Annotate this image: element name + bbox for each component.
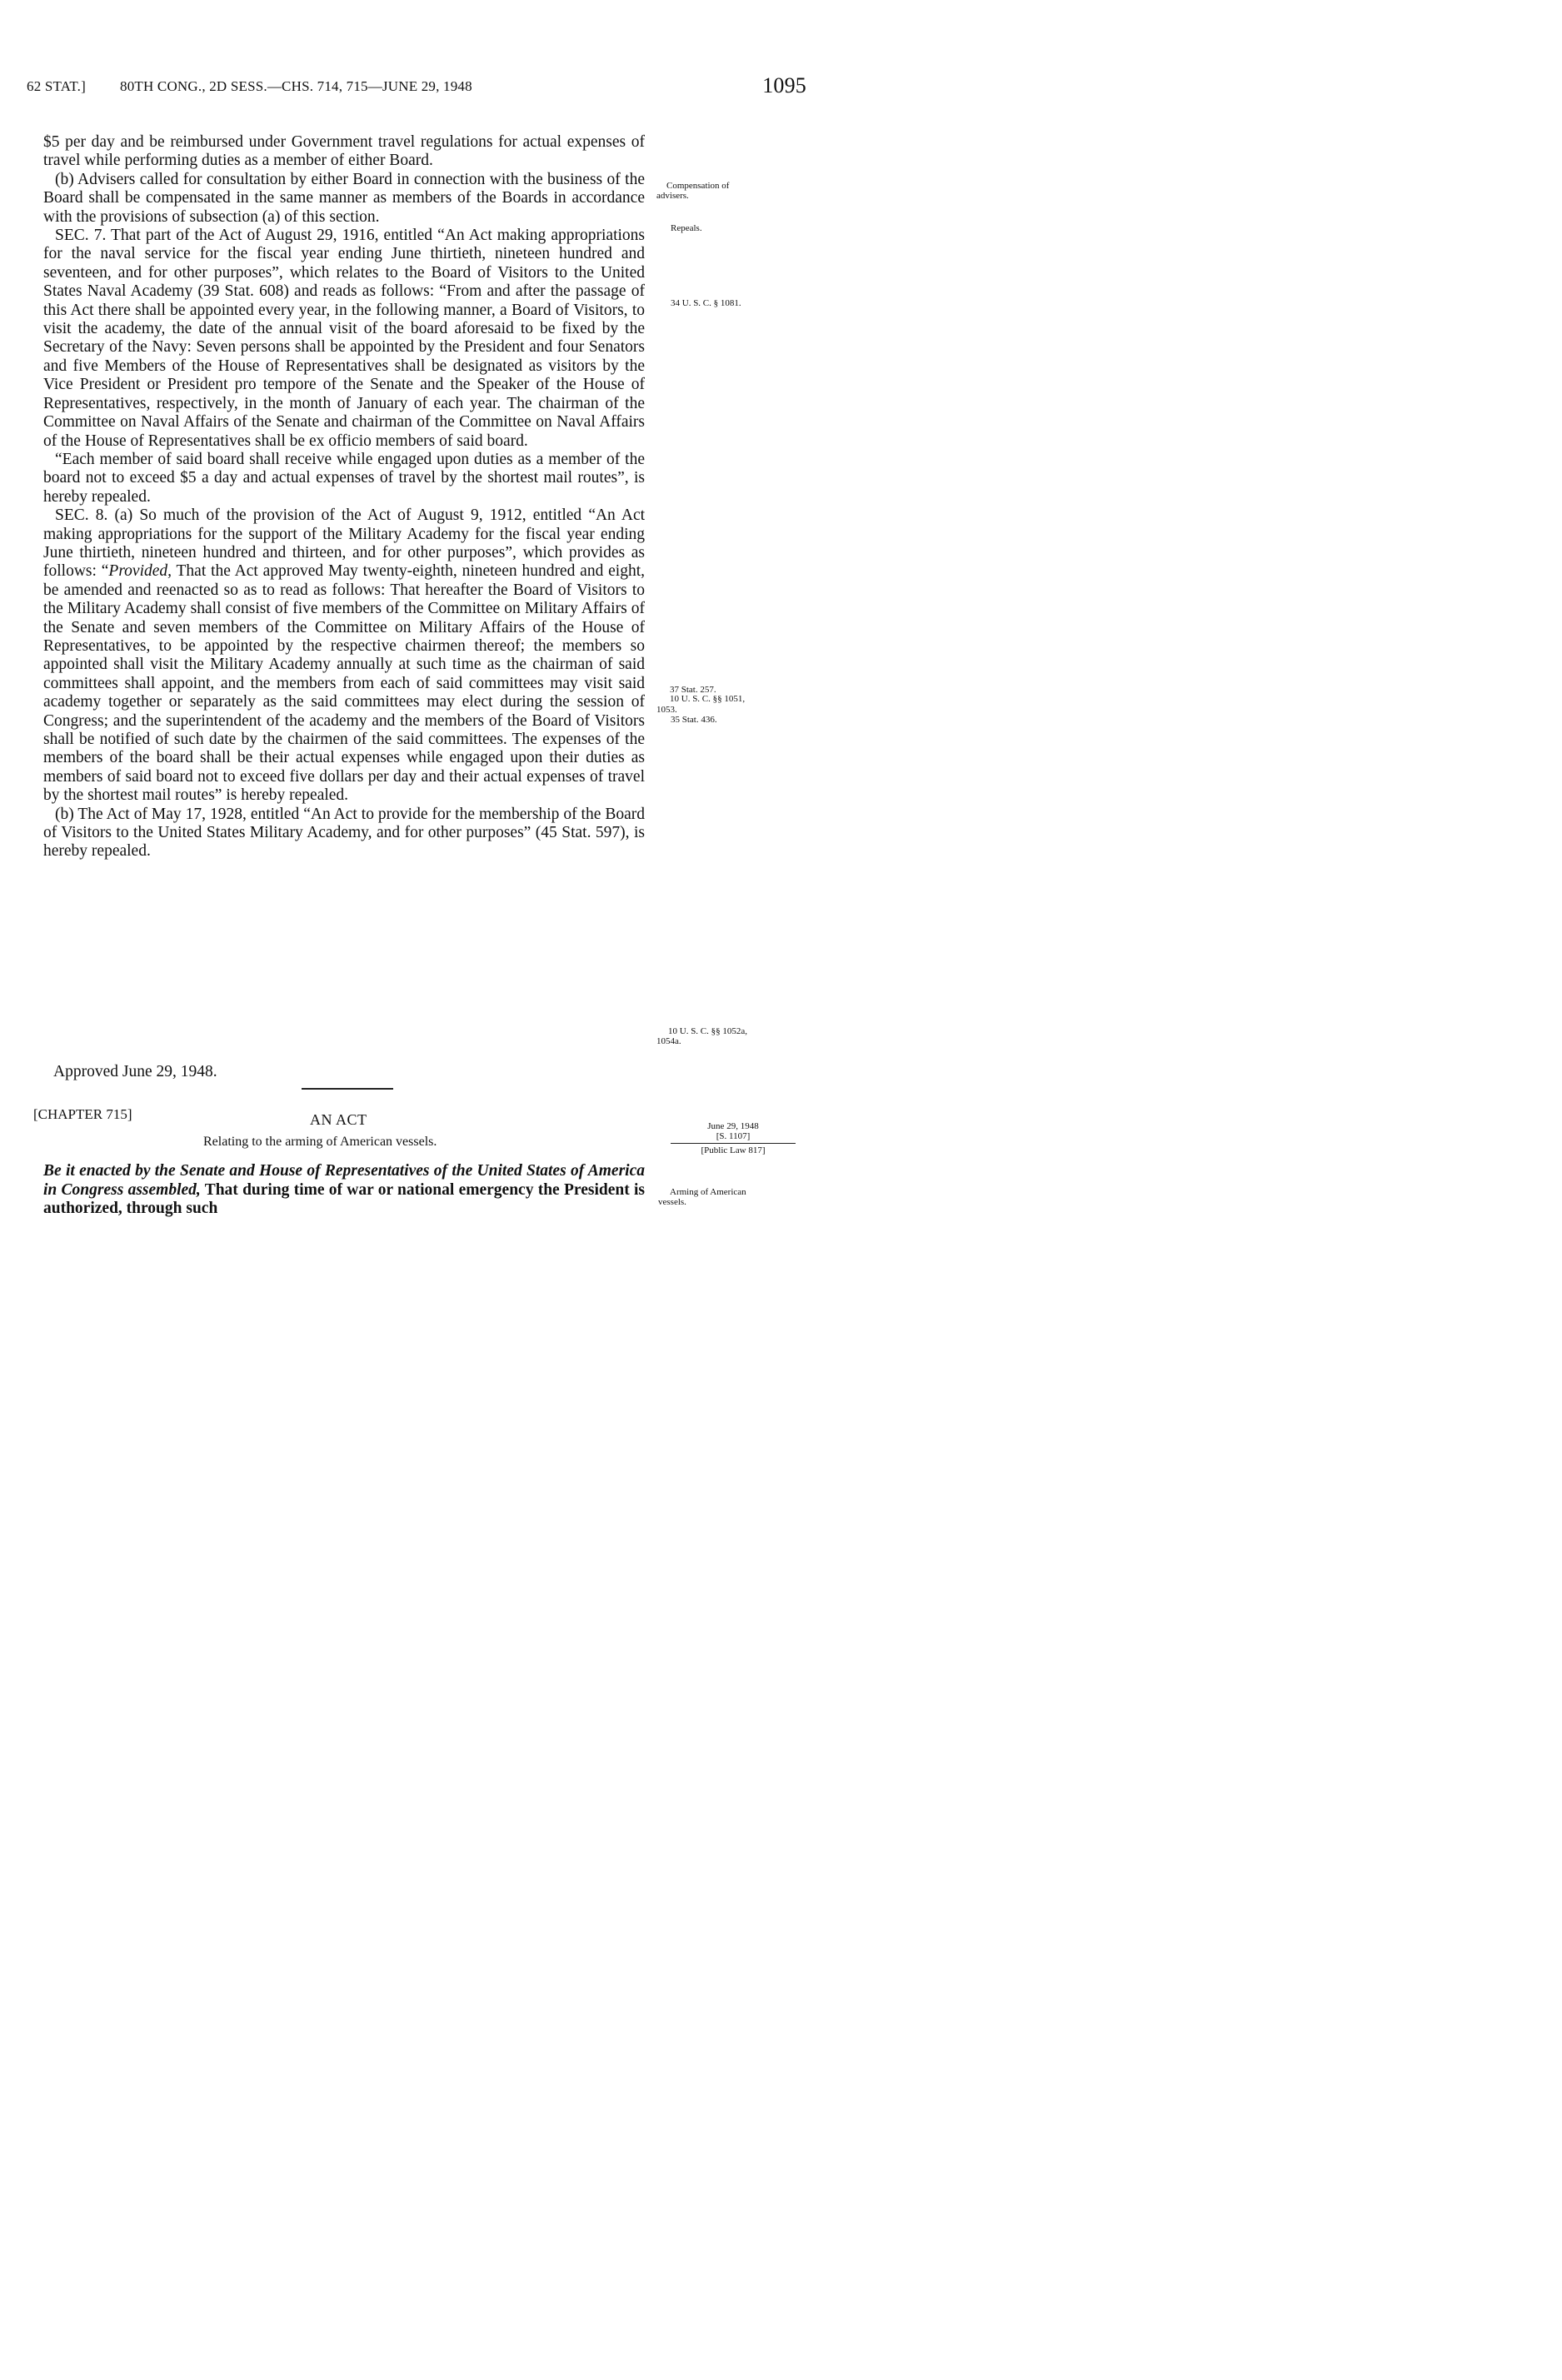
margin-note-line: Compensation of bbox=[666, 181, 730, 191]
margin-note-line: June 29, 1948 bbox=[707, 1121, 759, 1131]
margin-note-usc-1081: 34 U. S. C. § 1081. bbox=[671, 298, 741, 308]
margin-note-line: 10 U. S. C. §§ 1051, bbox=[670, 694, 746, 704]
page-header bbox=[27, 73, 806, 112]
margin-rule bbox=[671, 1143, 796, 1144]
margin-note-act-date bbox=[666, 1121, 800, 1155]
paragraph-member-compensation: “Each member of said board shall receive while engaged upon duties as a member of the board not to exceed $5 a day and actual expenses of travel by the shortest mail routes”, is hereby repealed. bbox=[43, 450, 645, 506]
margin-note-line: vessels. bbox=[658, 1197, 686, 1207]
section-divider bbox=[302, 1088, 393, 1090]
margin-note-line: Arming of American bbox=[670, 1187, 746, 1197]
provided-term: Provided, bbox=[108, 562, 172, 581]
section-7-text: That part of the Act of August 29, 1916, entitled “An Act making appropriations for the naval service for the fiscal year ending June thirtieth, nineteen hundred and seventeen, and for other purposes”, which relates to the Board of Visitors to the United States Naval Academy (39 Stat. 608) and reads as follows: “From and after the passage of this Act there shall be appointed every year, in the following manner, a Board of Visitors, to visit the academy, the date of the annual visit of the board aforesaid to be fixed by the Secretary of the Navy: Seven persons shall be appointed by the President and four Senators and five Members of the House of Representatives shall be designated as visitors by the Vice President or President pro tempore of the Senate and the Speaker of the House of Representatives, respectively, in the month of January of each year. The chairman of the Committee on Naval Affairs of the Senate and chairman of the Committee on Naval Affairs of the House of Representatives shall be ex officio members of said board. bbox=[43, 227, 645, 450]
margin-note-line: 1054a. bbox=[656, 1036, 681, 1046]
statute-volume: 62 STAT.] bbox=[27, 78, 86, 94]
paragraph-sec-8b: (b) The Act of May 17, 1928, entitled “An Act to provide for the membership of the Board of Visitors to the United States Military Academy, and for other purposes” (45 Stat. 597), is hereby repealed. bbox=[43, 805, 645, 861]
main-text bbox=[43, 133, 645, 861]
margin-note-line: [S. 1107] bbox=[716, 1131, 751, 1141]
margin-note-line: [Public Law 817] bbox=[701, 1145, 766, 1155]
act-subtitle: Relating to the arming of American vessels. bbox=[203, 1135, 437, 1149]
section-8a-text-cont: That the Act approved May twenty-eighth, nineteen hundred and eight, be amended and reenacted so as to read as follows: That hereafter the Board of Visitors to the Military Academy shall consist of five members of the Committee on Military Affairs of the Senate and seven members of the Committee on Military Affairs of the House of Representatives, to be appointed by the respective chairmen thereof; the members so appointed shall visit the Military Academy annually at such time as the chairman of said committees shall appoint, and the members from each of said committees may visit said academy together or separately as the said committees may elect during the session of Congress; and the superintendent of the academy and the members of the Board of Visitors shall be notified of such date by the chairmen of the said committees. The expenses of the members of the board shall be their actual expenses while engaged upon their duties as members of said board not to exceed five dollars per day and their actual expenses of travel by the shortest mail routes” is hereby repealed. bbox=[43, 562, 646, 805]
margin-note-line: 1053. bbox=[656, 705, 677, 715]
section-number: SEC. 8. bbox=[55, 506, 108, 525]
enacting-formula: Be it enacted by the Senate and House of Representatives of the United States of America in Congress assembled, bbox=[43, 1162, 645, 1199]
margin-note-line: advisers. bbox=[656, 191, 689, 201]
page-number: 1095 bbox=[762, 73, 806, 97]
act-title: AN ACT bbox=[310, 1111, 367, 1128]
paragraph-advisers: (b) Advisers called for consultation by either Board in connection with the business of the Board shall be compensated in the same manner as members of the Boards in accordance with the provisions of subsection (a) of this section. bbox=[43, 170, 645, 226]
approval-date: Approved June 29, 1948. bbox=[53, 1063, 217, 1080]
paragraph-sec-8a bbox=[43, 506, 645, 806]
margin-note-35-stat: 35 Stat. 436. bbox=[671, 715, 717, 725]
margin-note-repeals: Repeals. bbox=[671, 223, 702, 233]
enacting-text: That during time of war or national emergency the President is authorized, through such bbox=[43, 1180, 645, 1217]
section-number: SEC. 7. bbox=[55, 227, 107, 245]
margin-note-line: 37 Stat. 257. bbox=[670, 685, 716, 695]
session-chapters-date: 80TH CONG., 2D SESS.—CHS. 714, 715—JUNE 29, 1948 bbox=[120, 78, 472, 94]
enacting-clause bbox=[43, 1162, 645, 1219]
paragraph-sec-7 bbox=[43, 227, 645, 451]
statute-page bbox=[0, 0, 853, 1280]
paragraph-travel-expenses: $5 per day and be reimbursed under Government travel regulations for actual expenses of travel while performing duties as a member of either Board. bbox=[43, 133, 645, 170]
section-8a-text: (a) So much of the provision of the Act of August 9, 1912, entitled “An Act making appropriations for the support of the Military Academy for the fiscal year ending June thirtieth, nineteen hundred and thirteen, and for other purposes”, which provides as follows: “ bbox=[43, 506, 646, 581]
margin-note-line: 10 U. S. C. §§ 1052a, bbox=[668, 1026, 748, 1036]
chapter-label: [CHAPTER 715] bbox=[33, 1106, 132, 1122]
